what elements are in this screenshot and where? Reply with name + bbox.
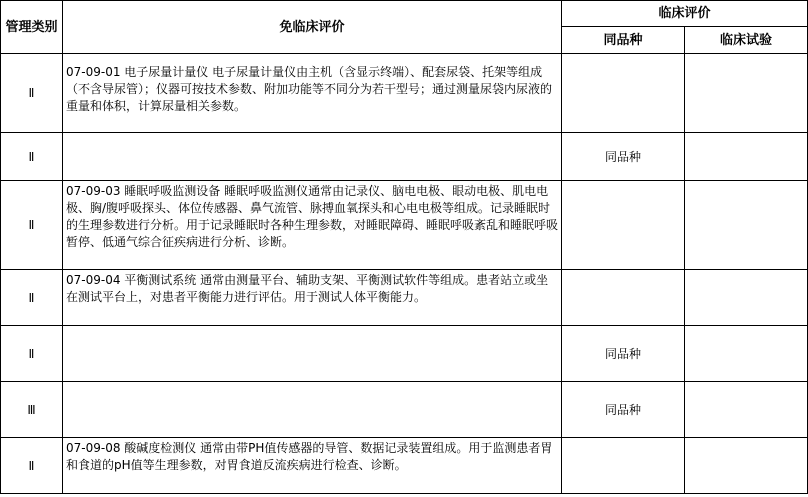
same-variety-cell: 同品种	[562, 382, 685, 438]
class-cell: Ⅱ	[1, 326, 63, 382]
header-exempt-evaluation: 免临床评价	[63, 1, 562, 54]
description-cell	[63, 326, 562, 382]
class-cell: Ⅱ	[1, 270, 63, 326]
table-row	[1, 133, 808, 181]
same-variety-cell	[562, 438, 685, 494]
clinical-trial-cell	[685, 54, 808, 133]
header-same-variety: 同品种	[562, 27, 685, 54]
clinical-trial-cell	[685, 382, 808, 438]
clinical-trial-cell	[685, 438, 808, 494]
description-cell: 07-09-03 睡眠呼吸监测设备 睡眠呼吸监测仪通常由记录仪、脑电电极、眼动电极、肌电电极、胸/腹呼吸探头、体位传感器、鼻气流管、脉搏血氧探头和心电电极等组成。记录睡眠时的生理参数进行分析。用于记录睡眠时各种生理参数，对睡眠障碍、睡眠呼吸紊乱和睡眠呼吸暂停、低通气综合征疾病进行分析、诊断。	[63, 181, 562, 270]
header-clinical-trial: 临床试验	[685, 27, 808, 54]
clinical-trial-cell	[685, 270, 808, 326]
table-row	[1, 326, 808, 382]
same-variety-cell	[562, 181, 685, 270]
class-cell: Ⅱ	[1, 133, 63, 181]
description-cell	[63, 382, 562, 438]
clinical-trial-cell	[685, 181, 808, 270]
table-row	[1, 270, 808, 326]
class-cell: Ⅱ	[1, 438, 63, 494]
description-cell	[63, 133, 562, 181]
same-variety-cell	[562, 270, 685, 326]
table-row	[1, 181, 808, 270]
same-variety-cell: 同品种	[562, 133, 685, 181]
clinical-trial-cell	[685, 133, 808, 181]
class-cell: Ⅱ	[1, 54, 63, 133]
table-row	[1, 382, 808, 438]
description-cell: 07-09-08 酸碱度检测仪 通常由带PH值传感器的导管、数据记录装置组成。用于监测患者胃和食道的pH值等生理参数，对胃食道反流疾病进行检查、诊断。	[63, 438, 562, 494]
clinical-trial-cell	[685, 326, 808, 382]
header-management-class: 管理类别	[1, 1, 63, 54]
same-variety-cell: 同品种	[562, 326, 685, 382]
table-row	[1, 438, 808, 494]
header-clinical-evaluation: 临床评价	[562, 1, 808, 27]
table-row	[1, 54, 808, 133]
class-cell: Ⅱ	[1, 181, 63, 270]
same-variety-cell	[562, 54, 685, 133]
description-cell: 07-09-01 电子尿量计量仪 电子尿量计量仪由主机（含显示终端）、配套尿袋、托架等组成（不含导尿管）；仪器可按技术参数、附加功能等不同分为若干型号；通过测量尿袋内尿液的重量和体积，计算尿量相关参数。	[63, 54, 562, 133]
class-cell: Ⅲ	[1, 382, 63, 438]
description-cell: 07-09-04 平衡测试系统 通常由测量平台、辅助支架、平衡测试软件等组成。患者站立或坐在测试平台上，对患者平衡能力进行评估。用于测试人体平衡能力。	[63, 270, 562, 326]
